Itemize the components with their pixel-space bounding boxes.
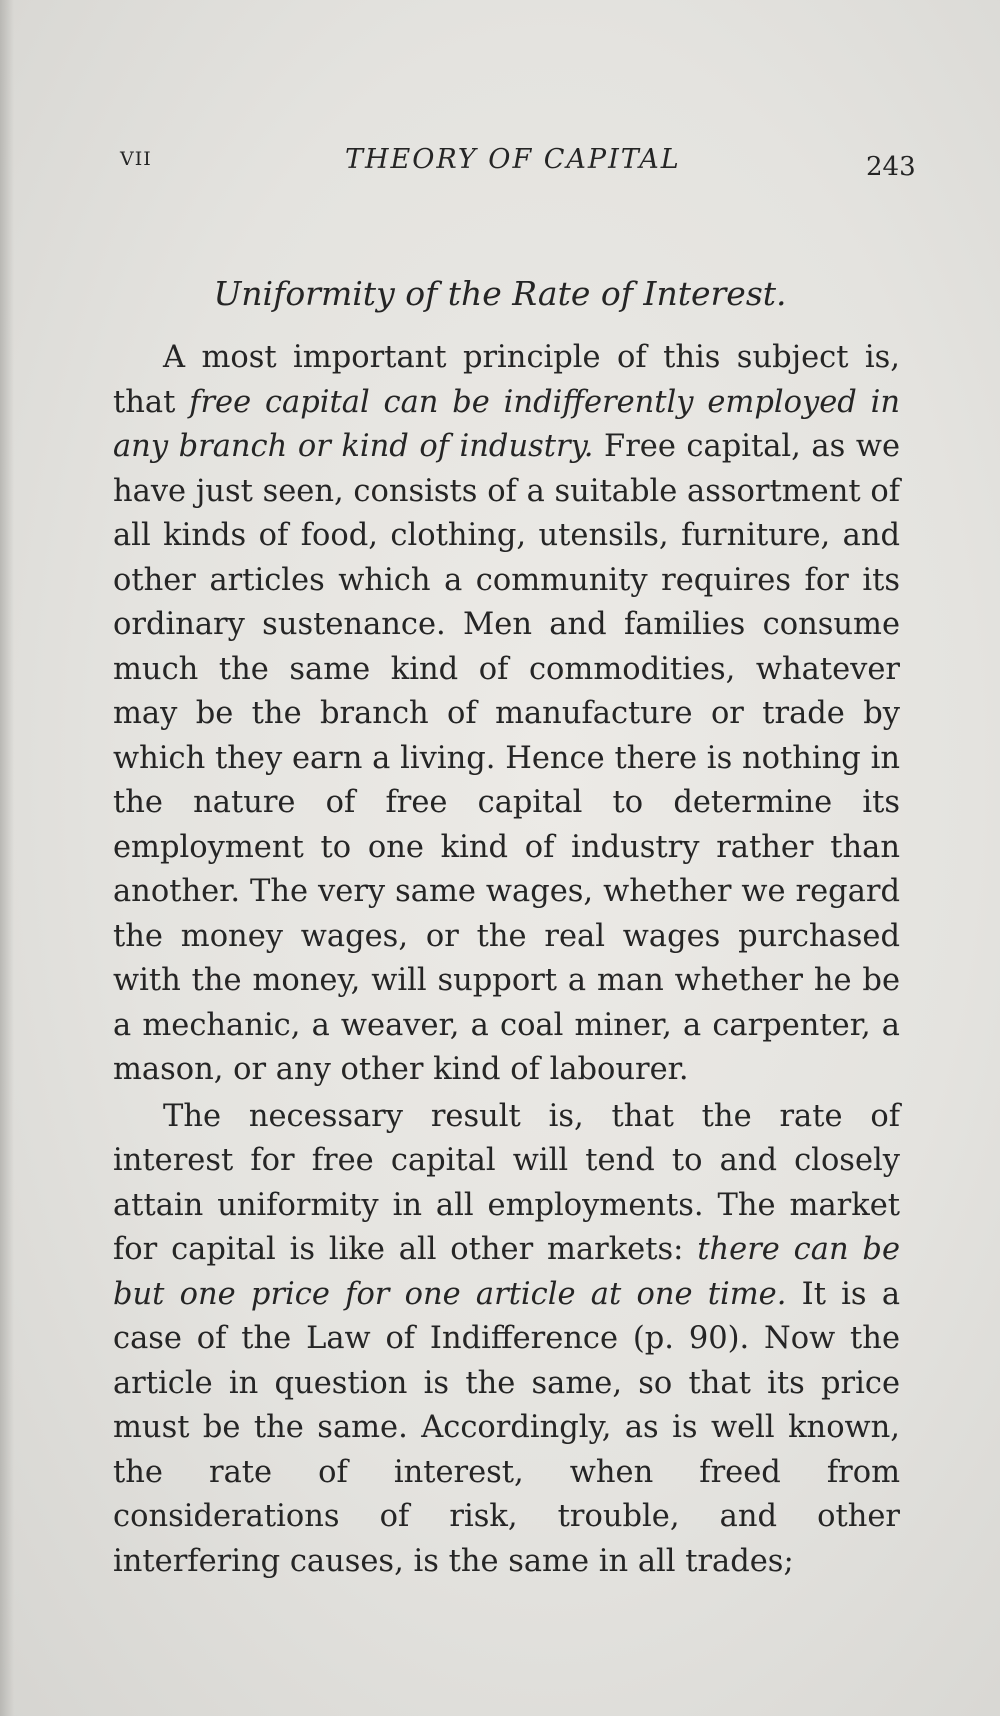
paragraph-1-emphasis: free capital can be indifferently employed in any branch or kind of industry. — [113, 384, 900, 464]
chapter-number: VII — [120, 148, 152, 170]
section-heading: Uniformity of the Rate of Interest. — [213, 274, 787, 313]
page-edge-shadow — [0, 0, 14, 1716]
paragraph-2 — [113, 1095, 900, 1585]
page-number: 243 — [866, 152, 916, 182]
paragraph-2-text-a: The necessary result is, that the rate of interest for free capital will tend to and closely attain uniformity in all employments. The market for capital is like all other markets: — [113, 1098, 900, 1267]
running-title: THEORY OF CAPITAL — [345, 144, 681, 175]
paragraph-1 — [113, 336, 900, 1093]
body-text — [113, 336, 900, 1584]
paragraph-1-text-a: A most important principle of this subject is, that — [113, 340, 900, 420]
running-header — [0, 140, 1000, 180]
paragraph-2-text-c: It is a case of the Law of Indifference (p. 90). Now the article in question is the same, so that its price must be the same. Accordingly, as is well known, the rate of interest, when freed from considerations of risk, trouble, and other interfering causes, is the same in all trades; — [113, 1276, 901, 1579]
paragraph-1-text-c: Free capital, as we have just seen, consists of a suitable assortment of all kinds of food, clothing, utensils, furniture, and other articles which a community requires for its ordinary sustenance. Men and families consume much the same kind of commodities, whatever may be the branch of manufacture or trade by which they earn a living. Hence there is nothing in the nature of free capital to determine its employment to one kind of industry rather than another. The very same wages, whether we regard the money wages, or the real wages purchased with the money, will support a man whether he be a mechanic, a weaver, a coal miner, a carpenter, a mason, or any other kind of labourer. — [113, 429, 900, 1087]
paragraph-2-emphasis: there can be but one price for one article at one time. — [113, 1232, 900, 1312]
